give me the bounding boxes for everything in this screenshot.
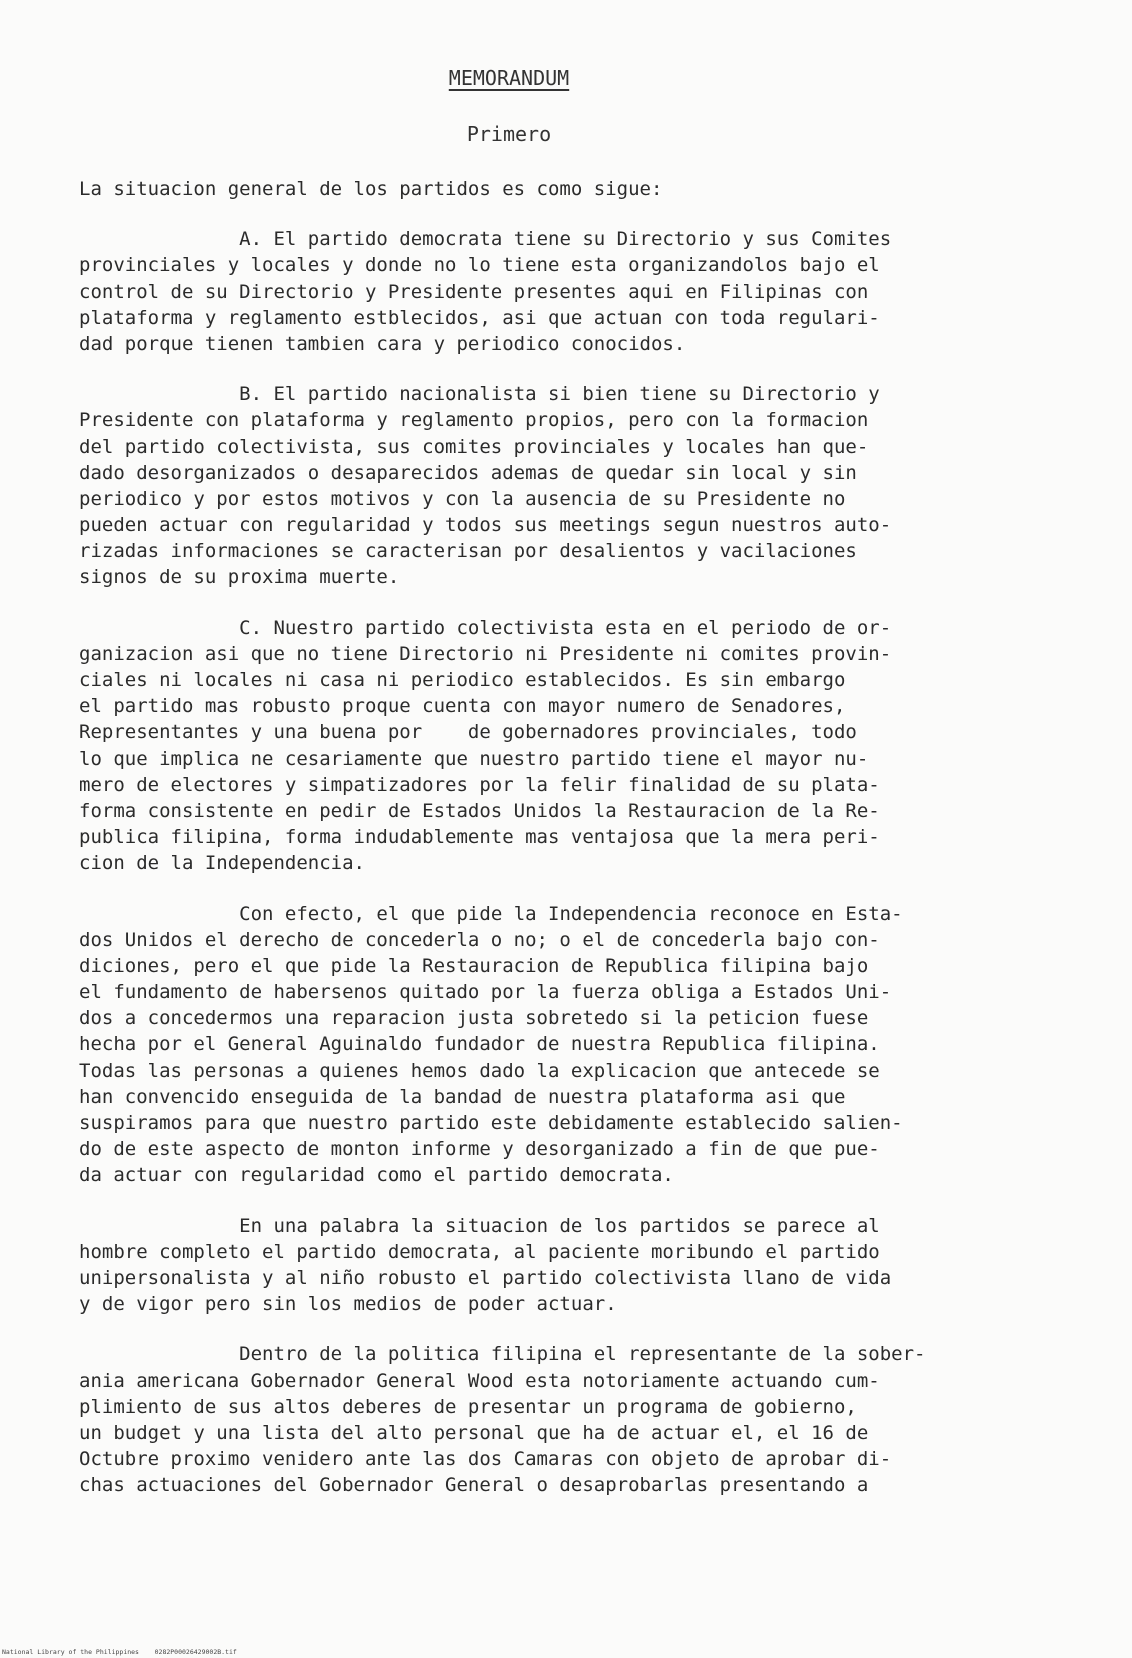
text-line: lo que implica ne cesariamente que nuestro partido tiene el mayor nu- [79,747,869,770]
paragraph [79,615,1049,877]
text-line: y de vigor pero sin los medios de poder actuar. [79,1293,617,1316]
paragraph-gap [79,591,1049,615]
text-line: del partido colectivista, sus comites provinciales y locales han que- [79,435,869,458]
text-line: forma consistente en pedir de Estados Unidos la Restauracion de la Re- [79,799,880,822]
document-body [79,176,1049,1498]
text-line: mero de electores y simpatizadores por la felir finalidad de su plata- [79,773,880,796]
text-line: dad porque tienen tambien cara y periodico conocidos. [79,332,686,355]
text-line: ciales ni locales ni casa ni periodico establecidos. Es sin embargo [79,669,846,691]
text-line: da actuar con regularidad como el partido democrata. [79,1164,674,1187]
paragraph [79,176,1049,202]
paragraph [79,1213,1049,1318]
paragraph [79,901,1049,1189]
text-line: A. El partido democrata tiene su Directorio y sus Comites [239,228,892,251]
paragraph [79,381,1049,591]
text-line: hombre completo el partido democrata, al paciente moribundo el partido [79,1240,880,1263]
text-line: publica filipina, forma indudablemente mas ventajosa que la mera peri- [79,826,880,849]
text-line: signos de su proxima muerte. [79,566,400,589]
paragraph [79,226,1049,357]
scan-footer: National Library of the Philippines 0282P00026429002B.tif [2,1648,237,1656]
text-line: C. Nuestro partido colectivista esta en el periodo de or- [239,616,892,639]
text-line: Representantes y una buena por de gobernadores provinciales, todo [79,721,857,744]
text-line: el fundamento de habersenos quitado por la fuerza obliga a Estados Uni- [79,981,892,1004]
paragraph-gap [79,1317,1049,1341]
document-title: MEMORANDUM [448,66,570,90]
text-line: han convencido enseguida de la bandad de nuestra plataforma asi que [79,1085,846,1108]
text-line: do de este aspecto de monton informe y desorganizado a fin de que pue- [79,1138,880,1161]
text-line: Octubre proximo venidero ante las dos Camaras con objeto de aprobar di- [79,1448,892,1471]
text-line: dos a concedermos una reparacion justa sobretedo si la peticion fuese [79,1007,869,1030]
text-line: ania americana Gobernador General Wood esta notoriamente actuando cum- [79,1369,880,1392]
text-line: cion de la Independencia. [79,852,365,875]
paragraph-gap [79,357,1049,381]
text-line: diciones, pero el que pide la Restauracion de Republica filipina bajo [79,954,869,977]
text-line: En una palabra la situacion de los partidos se parece al [239,1214,880,1237]
text-line: periodico y por estos motivos y con la ausencia de su Presidente no [79,487,846,510]
text-line: Dentro de la politica filipina el representante de la sober- [239,1343,926,1366]
text-line: control de su Directorio y Presidente presentes aqui en Filipinas con [79,280,869,303]
text-line: plataforma y reglamento estblecidos, asi que actuan con toda regulari- [79,306,880,329]
text-line: dado desorganizados o desaparecidos ademas de quedar sin local y sin [79,461,857,484]
text-line: pueden actuar con regularidad y todos sus meetings segun nuestros auto- [79,514,892,537]
text-line: suspiramos para que nuestro partido este debidamente establecido salien- [79,1112,903,1134]
paragraph [79,1341,1049,1498]
text-line: un budget y una lista del alto personal que ha de actuar el, el 16 de [79,1421,869,1444]
text-line: La situacion general de los partidos es como sigue: [79,178,663,200]
text-line: provinciales y locales y donde no lo tiene esta organizandolos bajo el [79,254,880,277]
text-line: Presidente con plataforma y reglamento propios, pero con la formacion [79,409,869,432]
text-line: plimiento de sus altos deberes de presentar un programa de gobierno, [79,1395,857,1418]
document-subtitle: Primero [466,122,552,146]
text-line: el partido mas robusto proque cuenta con mayor numero de Senadores, [79,695,846,718]
text-line: unipersonalista y al niño robusto el partido colectivista llano de vida [79,1266,892,1289]
text-line: ganizacion asi que no tiene Directorio ni Presidente ni comites provin- [79,642,892,665]
text-line: B. El partido nacionalista si bien tiene su Directorio y [239,383,880,406]
text-line: Todas las personas a quienes hemos dado la explicacion que antecede se [79,1059,880,1082]
text-line: rizadas informaciones se caracterisan por desalientos y vacilaciones [79,540,857,563]
text-line: hecha por el General Aguinaldo fundador de nuestra Republica filipina. [79,1033,880,1056]
paragraph-gap [79,877,1049,901]
text-line: Con efecto, el que pide la Independencia reconoce en Esta- [239,902,903,925]
text-line: dos Unidos el derecho de concederla o no; o el de concederla bajo con- [79,928,880,951]
text-line: chas actuaciones del Gobernador General o desaprobarlas presentando a [79,1474,869,1497]
paragraph-gap [79,1189,1049,1213]
paragraph-gap [79,202,1049,226]
